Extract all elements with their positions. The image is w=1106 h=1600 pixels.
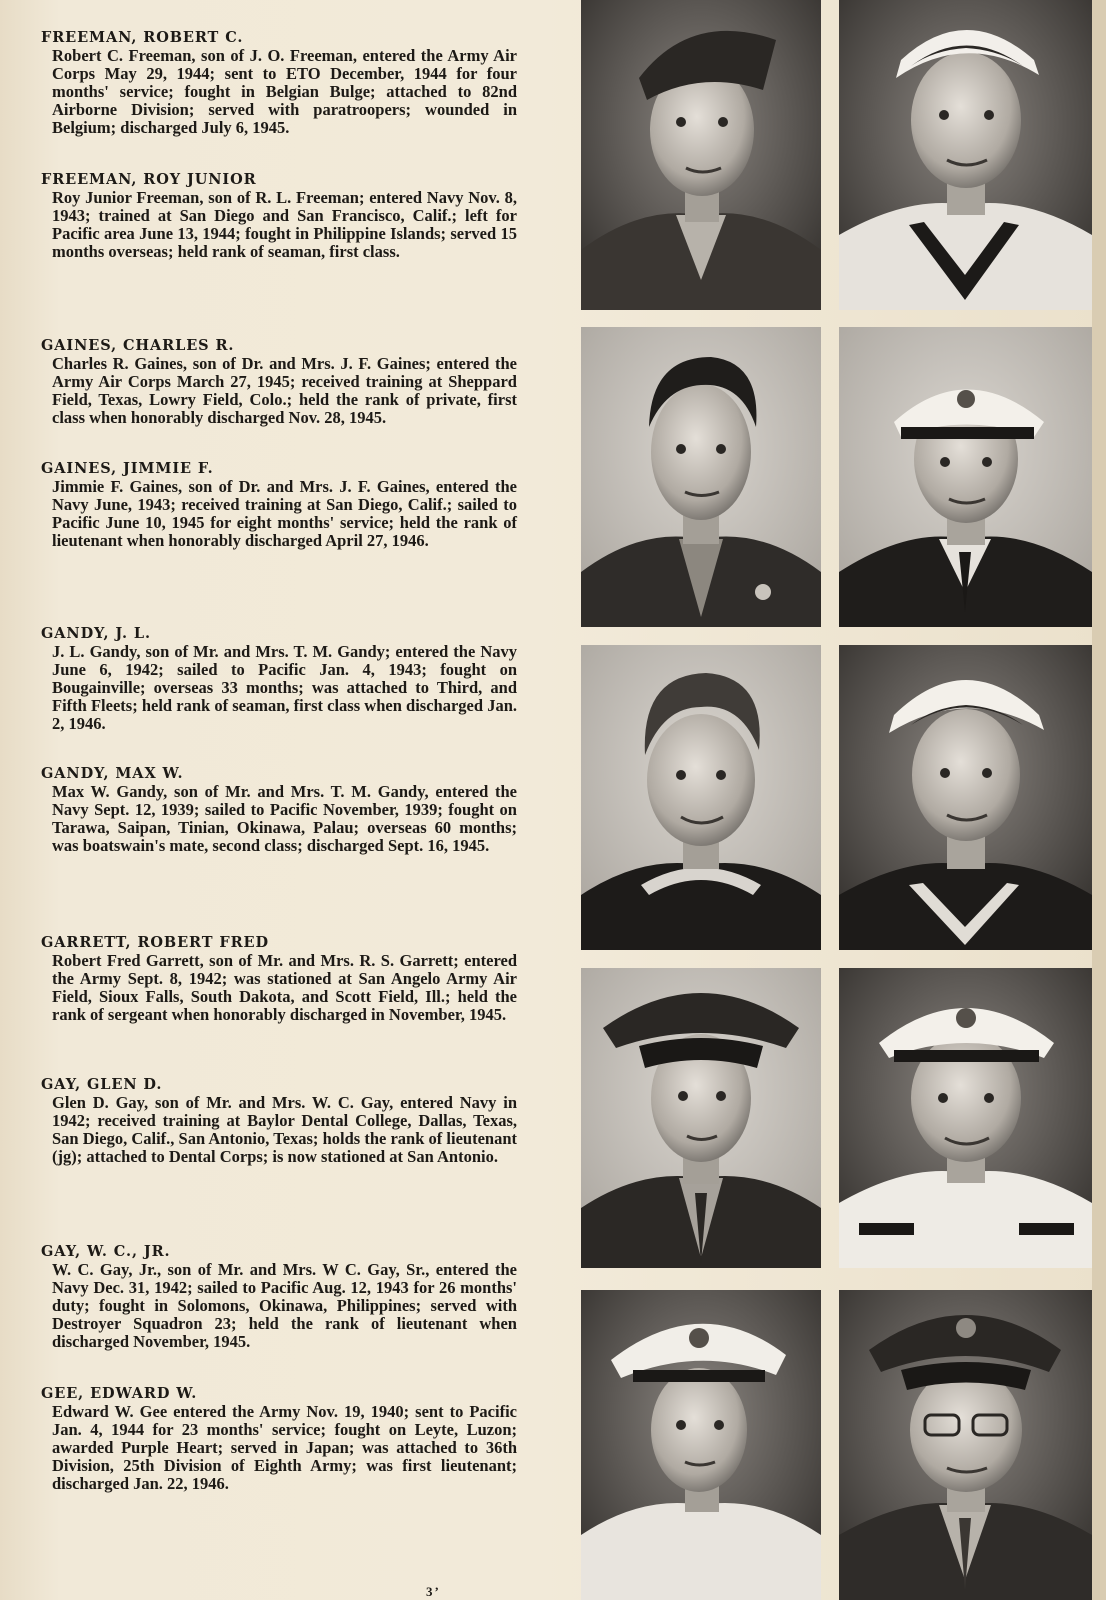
portrait-navy-sailor [581,645,821,950]
entry-freeman-robert [41,28,517,137]
portrait-photo [839,327,1092,627]
entry-body: Glen D. Gay, son of Mr. and Mrs. W. C. Gay, entered Navy in 1942; received training at Baylor Dental College, Dallas, Texas, San Diego, Calif., San Antonio, Texas; holds the rank of lieutenant (jg); attached to Dental Corps; is now stationed at San Antonio. [52,1093,517,1166]
portrait-navy-officer-whites [581,1290,821,1600]
entry-name: GAINES, CHARLES R. [41,337,235,354]
binding-gutter [1092,0,1106,1600]
page-number: 3’ [426,1584,441,1599]
entry-garrett-robert [41,933,517,1024]
portrait-photo [581,327,821,627]
entry-name: FREEMAN, ROY JUNIOR [41,171,257,188]
entry-body: Charles R. Gaines, son of Dr. and Mrs. J. F. Gaines; entered the Army Air Corps March 27, 1945; received training at Sheppard Field, Texas, Lowry Field, Colo.; held the rank of private, first class when honorably discharged Nov. 28, 1945. [52,354,517,427]
entry-name: GARRETT, ROBERT FRED [41,934,269,951]
entry-name: GAY, GLEN D. [41,1076,163,1093]
entry-body: Max W. Gandy, son of Mr. and Mrs. T. M. Gandy, entered the Navy Sept. 12, 1939; sailed to Pacific November, 1939; fought on Tarawa, Saipan, Tinian, Okinawa, Palau; overseas 60 months; was boatswain's mate, second class; discharged Sept. 16, 1945. [52,782,517,855]
entry-body: Robert Fred Garrett, son of Mr. and Mrs. R. S. Garrett; entered the Army Sept. 8, 1942; was stationed at San Angelo Army Air Field, Sioux Falls, South Dakota, and Scott Field, Ill.; held the rank of sergeant when honorably discharged in November, 1945. [52,951,517,1024]
portrait-photo [839,1290,1092,1600]
entry-gandy-max [41,764,517,855]
portrait-navy-officer [839,327,1092,627]
entry-gandy-jl [41,624,517,733]
portrait-navy-sailor [839,645,1092,950]
entry-gay-glen [41,1075,517,1166]
entry-gay-wc [41,1242,517,1351]
entry-gaines-charles [41,336,517,427]
portrait-navy-sailor [839,0,1092,310]
portrait-navy-officer-whites [839,968,1092,1268]
entry-name: GAINES, JIMMIE F. [41,460,214,477]
entry-gee-edward [41,1384,517,1493]
portrait-photo [839,645,1092,950]
entry-name: GANDY, J. L. [41,625,151,642]
entry-gaines-jimmie [41,459,517,550]
portrait-army-officer-cap [839,1290,1092,1600]
portrait-army-garrison-cap [581,0,821,310]
entry-freeman-roy [41,170,517,261]
entry-name: GEE, EDWARD W. [41,1385,198,1402]
entry-name: GAY, W. C., JR. [41,1243,171,1260]
portrait-army-bareheaded [581,327,821,627]
portrait-photo [839,0,1092,310]
entry-body: Edward W. Gee entered the Army Nov. 19, 1940; sent to Pacific Jan. 4, 1944 for 23 months' service; fought on Leyte, Luzon; awarded Purple Heart; served in Japan; was attached to 36th Division, 25th Division of Eighth Army; was first lieutenant; discharged Jan. 22, 1946. [52,1402,517,1493]
portrait-army-service-cap [581,968,821,1268]
entry-name: FREEMAN, ROBERT C. [41,29,244,46]
portrait-photo [581,1290,821,1600]
entry-body: Roy Junior Freeman, son of R. L. Freeman; entered Navy Nov. 8, 1943; trained at San Diego and San Francisco, Calif.; left for Pacific area June 13, 1944; fought in Philippine Islands; served 15 months overseas; held rank of seaman, first class. [52,188,517,261]
entry-name: GANDY, MAX W. [41,765,184,782]
entry-body: J. L. Gandy, son of Mr. and Mrs. T. M. Gandy; entered the Navy June 6, 1942; sailed to Pacific Jan. 4, 1943; fought on Bougainville; overseas 33 months; was attached to Third, and Fifth Fleets; held rank of seaman, first class when discharged Jan. 2, 1946. [52,642,517,733]
portrait-photo [581,968,821,1268]
portrait-photo [581,645,821,950]
entry-body: Jimmie F. Gaines, son of Dr. and Mrs. J. F. Gaines, entered the Navy June, 1943; received training at San Diego, Calif.; sailed to Pacific June 10, 1945 for eight months' service; held the rank of lieutenant when honorably discharged April 27, 1946. [52,477,517,550]
portrait-photo [839,968,1092,1268]
portrait-photo [581,0,821,310]
entry-body: Robert C. Freeman, son of J. O. Freeman, entered the Army Air Corps May 29, 1944; sent to ETO December, 1944 for four months' service; fought in Belgian Bulge; attached to 82nd Airborne Division; served with paratroopers; wounded in Belgium; discharged July 6, 1945. [52,46,517,137]
entry-body: W. C. Gay, Jr., son of Mr. and Mrs. W C. Gay, Sr., entered the Navy Dec. 31, 1942; sailed to Pacific Aug. 12, 1943 for 26 months' duty; fought in Solomons, Okinawa, Philippines; served with Destroyer Squadron 23; held the rank of lieutenant when discharged November, 1945. [52,1260,517,1351]
